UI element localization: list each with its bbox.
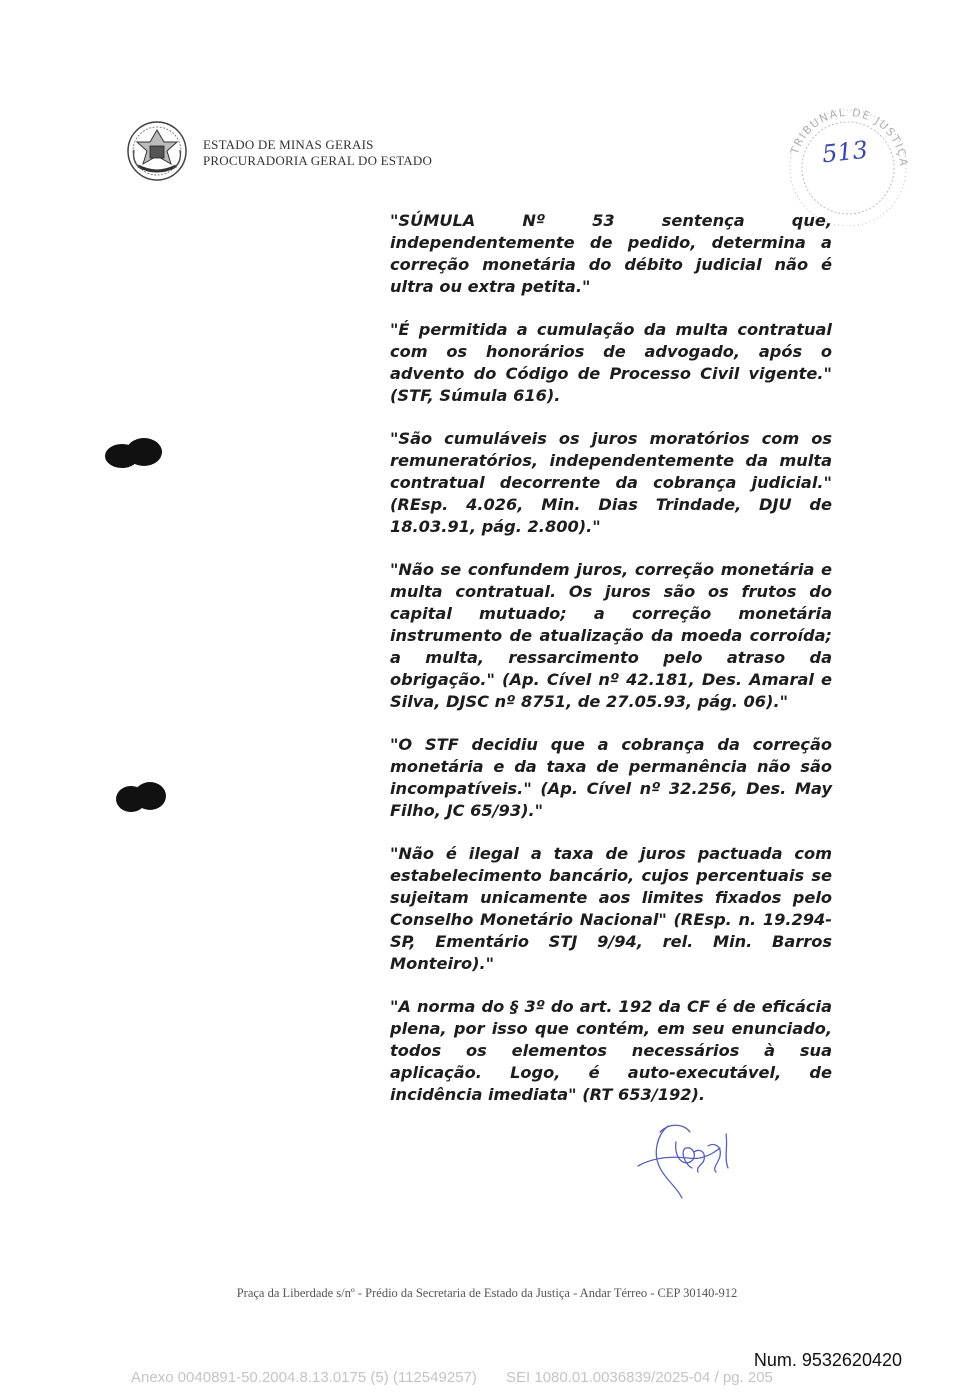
quote-resp-4026: "São cumuláveis os juros moratórios com os remuneratórios, independentemente da multa contratual decorrente da cobrança judicial." (REsp. 4.026, Min. Dias Trindade, DJU de 18.03.91, pág. 2.800)." xyxy=(390,429,832,536)
quote-ap-civel-42181: "Não se confundem juros, correção monetária e multa contratual. Os juros são os frutos do capital mutuado; a correção monetária instrumento de atualização da moeda corroída; a multa, ressarcimento pelo atraso da obrigação." (Ap. Cível nº 42.181, Des. Amaral e Silva, DJSC nº 8751, de 27.05.93, pág. 06)." xyxy=(390,560,832,711)
quote-ap-civel-32256: "O STF decidiu que a cobrança da correção monetária e da taxa de permanência não são incompatíveis." (Ap. Cível nº 32.256, Des. May Filho, JC 65/93)." xyxy=(390,735,832,820)
quote-resp-19294: "Não é ilegal a taxa de juros pactuada com estabelecimento bancário, cujos percentuais se sujeitam unicamente aos limites fixados pelo Conselho Monetário Nacional" (REsp. n. 19.294-SP, Ementário STJ 9/94, rel. Min. Barros Monteiro)." xyxy=(390,844,832,973)
letterhead-state: ESTADO DE MINAS GERAIS xyxy=(203,137,374,152)
quote-rt-653: "A norma do § 3º do art. 192 da CF é de eficácia plena, por isso que contém, em seu enunciado, todos os elementos necessários à sua aplicação. Logo, é auto-executável, de incidência imediata" (RT 653/192). xyxy=(390,997,832,1104)
quote-sumula-616: "É permitida a cumulação da multa contratual com os honorários de advogado, após o advento do Código de Processo Civil vigente." (STF, Súmula 616). xyxy=(390,320,832,405)
quote-sumula-53: "SÚMULA Nº 53 sentença que, independentemente de pedido, determina a correção monetária do débito judicial não é ultra ou extra petita." xyxy=(390,211,832,296)
footer-address: Praça da Liberdade s/nº - Prédio da Secretaria de Estado da Justiça - Andar Térreo - CEP 30140-912 xyxy=(236,1286,738,1300)
signature-icon xyxy=(630,1112,740,1204)
annex-reference: Anexo 0040891-50.2004.8.13.0175 (5) (112549257) SEI 1080.01.0036839/2025-04 / pg. 205 xyxy=(131,1369,773,1386)
letterhead xyxy=(203,137,432,169)
coat-of-arms-icon xyxy=(126,120,188,182)
letterhead-office: PROCURADORIA GERAL DO ESTADO xyxy=(203,153,433,168)
quotes-section xyxy=(390,210,832,1127)
document-number: Num. 9532620420 xyxy=(753,1350,902,1370)
stamp-text: TRIBUNAL DE JUSTIÇA xyxy=(788,105,911,168)
stamp-page-number: 513 xyxy=(820,135,870,169)
